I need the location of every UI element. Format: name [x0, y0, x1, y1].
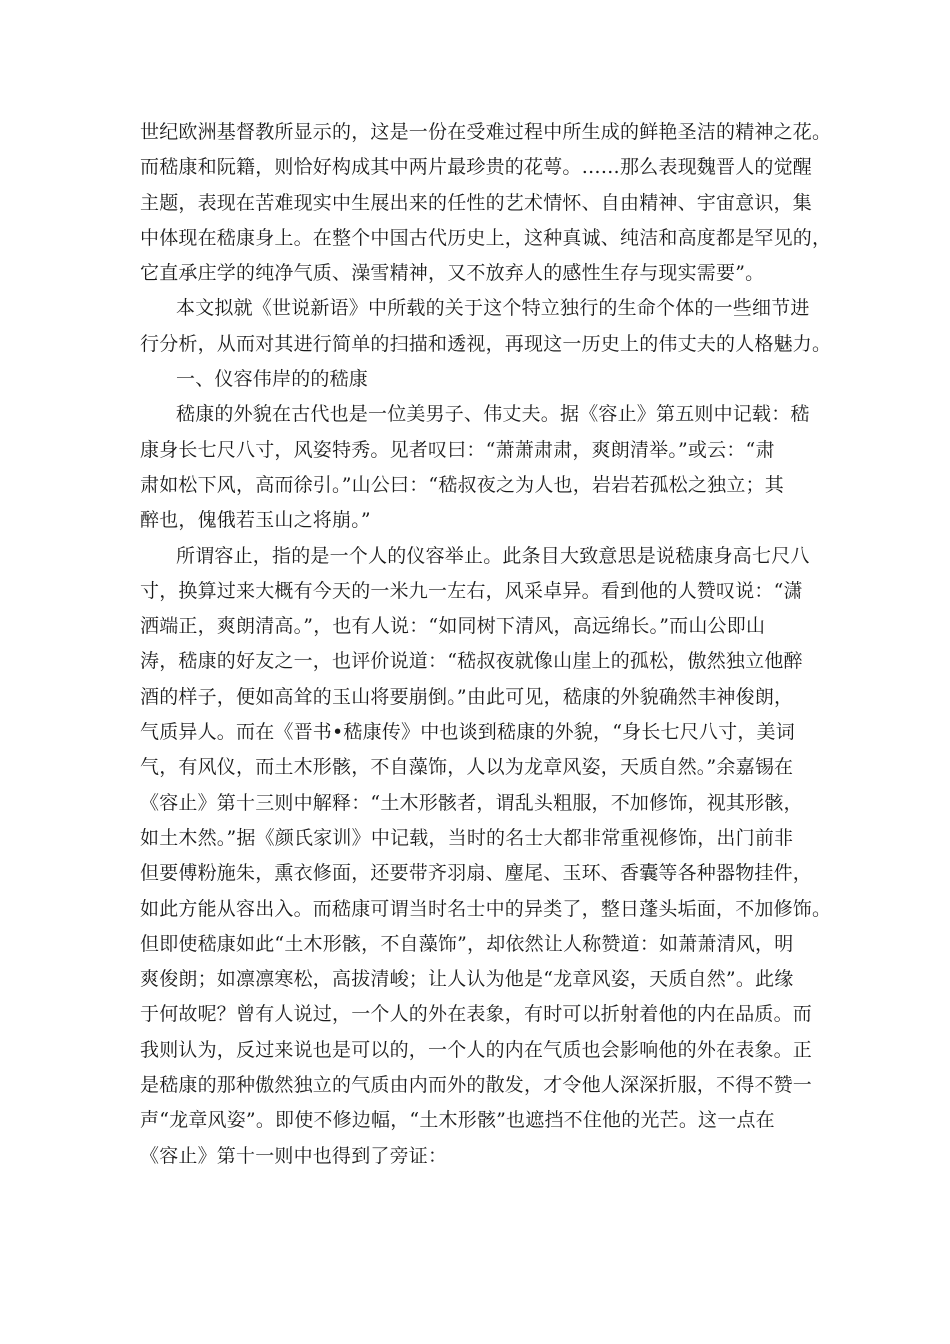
- text-line: 醉也，傀俄若玉山之将崩。”: [140, 509, 371, 532]
- text-line: 如此方能从容出入。而嵇康可谓当时名士中的异类了，整日蓬头垢面，不加修饰。: [140, 897, 832, 920]
- text-line: 气质异人。而在《晋书•嵇康传》中也谈到嵇康的外貌，“身长七尺八寸，美词: [140, 721, 795, 744]
- text-line: 洒端正，爽朗清高。”，也有人说：“如同树下清风，高远绵长。”而山公即山: [140, 615, 766, 638]
- text-line: 是嵇康的那种傲然独立的气质由内而外的散发，才令他人深深折服，不得不赞一: [140, 1074, 813, 1097]
- text-line: 它直承庄学的纯净气质、澡雪精神，又不放弃人的感性生存与现实需要”。: [140, 262, 765, 285]
- text-line: 但要傅粉施朱，熏衣修面，还要带齐羽扇、麈尾、玉环、香囊等各种器物挂件，: [140, 862, 813, 885]
- text-line: 世纪欧洲基督教所显示的，这是一份在受难过程中所生成的鲜艳圣洁的精神之花。: [140, 121, 832, 143]
- text-line: 酒的样子，便如高耸的玉山将要崩倒。”由此可见，嵇康的外貌确然丰神俊朗，: [140, 685, 794, 708]
- text-line: 《容止》第十一则中也得到了旁证：: [140, 1144, 448, 1167]
- text-line: 主题，表现在苦难现实中生展出来的任性的艺术情怀、自由精神、宇宙意识，集: [140, 191, 813, 214]
- text-line: 行分析，从而对其进行简单的扫描和透视，再现这一历史上的伟丈夫的人格魅力。: [140, 332, 832, 355]
- text-line: 涛，嵇康的好友之一，也评价说道：“嵇叔夜就像山崖上的孤松，傲然独立他醉: [140, 650, 803, 673]
- text-line: 一、仪容伟岸的的嵇康: [176, 368, 369, 391]
- text-line: 中体现在嵇康身上。在整个中国古代历史上，这种真诚、纯洁和高度都是罕见的，: [140, 226, 832, 249]
- text-line: 气，有风仪，而土木形骸，不自藻饰，人以为龙章风姿，天质自然。”余嘉锡在: [140, 756, 794, 779]
- text-line: 爽俊朗；如凛凛寒松，高拔清峻；让人认为他是“龙章风姿，天质自然”。此缘: [140, 968, 794, 991]
- text-line: 肃如松下风，高而徐引。”山公曰：“嵇叔夜之为人也，岩岩若孤松之独立；其: [140, 473, 784, 496]
- text-line: 于何故呢？曾有人说过，一个人的外在表象，有时可以折射着他的内在品质。而: [140, 1003, 813, 1026]
- text-line: 而嵇康和阮籍，则恰好构成其中两片最珍贵的花萼。……那么表现魏晋人的觉醒: [140, 156, 813, 179]
- text-line: 本文拟就《世说新语》中所载的关于这个特立独行的生命个体的一些细节进: [176, 297, 810, 320]
- body-text: [140, 115, 830, 1174]
- text-line: 但即使嵇康如此“土木形骸，不自藻饰”，却依然让人称赞道：如萧萧清风，明: [140, 932, 794, 955]
- text-line: 我则认为，反过来说也是可以的，一个人的内在气质也会影响他的外在表象。正: [140, 1038, 813, 1061]
- text-line: 嵇康的外貌在古代也是一位美男子、伟丈夫。据《容止》第五则中记载：嵇: [176, 403, 810, 426]
- text-line: 寸，换算过来大概有今天的一米九一左右，风采卓异。看到他的人赞叹说：“潇: [140, 579, 803, 602]
- text-line: 如土木然。”据《颜氏家训》中记载，当时的名士大都非常重视修饰，出门前非: [140, 826, 794, 849]
- text-line: 所谓容止，指的是一个人的仪容举止。此条目大致意思是说嵇康身高七尺八: [176, 544, 810, 567]
- text-line: 声“龙章风姿”。即使不修边幅，“土木形骸”也遮挡不住他的光芒。这一点在: [140, 1109, 775, 1132]
- text-line: 《容止》第十三则中解释：“土木形骸者，谓乱头粗服，不加修饰，视其形骸，: [140, 791, 803, 814]
- text-line: 康身长七尺八寸，风姿特秀。见者叹曰：“萧萧肃肃，爽朗清举。”或云：“肃: [140, 438, 775, 461]
